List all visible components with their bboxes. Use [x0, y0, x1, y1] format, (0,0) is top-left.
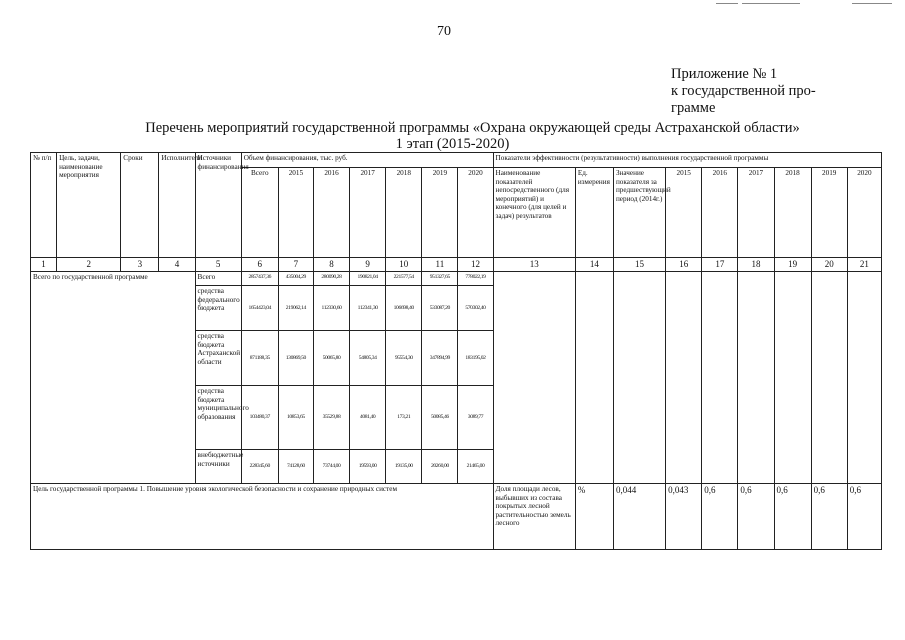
funding-value: 570302,40 [458, 286, 493, 331]
year-cell-empty [811, 272, 847, 484]
header-row-1 [31, 153, 882, 168]
funding-value: 183195,02 [458, 331, 493, 386]
header-indicators: Показатели эффективности (результативности) выполнения государственной программы [493, 153, 881, 168]
header-sources: Источники финансирования [195, 153, 241, 258]
header-executors: Исполнители [159, 153, 195, 258]
column-number: 14 [575, 258, 613, 272]
funding-value: 173,21 [386, 386, 422, 450]
year-cell-empty [774, 272, 811, 484]
column-number: 5 [195, 258, 241, 272]
goal-base-value: 0,044 [613, 484, 665, 550]
header-ind-year: 2016 [702, 168, 738, 258]
year-cell-empty [738, 272, 774, 484]
header-indicator-name: Наименование показателей непосредственного (для мероприятий) и конечного (для целей и задач) результатов [493, 168, 575, 258]
column-number: 16 [666, 258, 702, 272]
column-number: 7 [278, 258, 313, 272]
goal-unit: % [575, 484, 613, 550]
column-number: 21 [847, 258, 881, 272]
column-number: 20 [811, 258, 847, 272]
column-number: 8 [313, 258, 349, 272]
funding-row-total [31, 272, 882, 286]
column-number: 6 [241, 258, 278, 272]
funding-value: 74128,60 [278, 450, 313, 484]
document-subtitle: 1 этап (2015-2020) [395, 136, 510, 152]
funding-value: 4081,40 [350, 386, 386, 450]
base-cell-empty [613, 272, 665, 484]
measures-table [30, 152, 882, 550]
column-number: 3 [121, 258, 159, 272]
funding-value: 435004,29 [278, 272, 313, 286]
goal-year-value: 0,6 [847, 484, 881, 550]
unit-cell-empty [575, 272, 613, 484]
column-number: 4 [159, 258, 195, 272]
funding-value: 50085,46 [422, 386, 458, 450]
funding-value: 35529,88 [313, 386, 349, 450]
indicator-cell-empty [493, 272, 575, 484]
header-ind-year: 2017 [738, 168, 774, 258]
funding-value: 3089,77 [458, 386, 493, 450]
goal-year-value: 0,6 [774, 484, 811, 550]
funding-value: 21465,00 [458, 450, 493, 484]
column-number: 19 [774, 258, 811, 272]
funding-value: 219062,14 [278, 286, 313, 331]
header-fin-year: 2015 [278, 168, 313, 258]
top-edge-mark [852, 3, 892, 4]
year-cell-empty [847, 272, 881, 484]
funding-value: 50065,80 [313, 331, 349, 386]
header-ind-year: 2020 [847, 168, 881, 258]
header-goal: Цель, задачи, наименование мероприятия [57, 153, 121, 258]
funding-value: 95554,30 [386, 331, 422, 386]
header-terms: Сроки [121, 153, 159, 258]
header-ind-year: 2019 [811, 168, 847, 258]
funding-value: 103480,37 [241, 386, 278, 450]
header-fin-year: 2019 [422, 168, 458, 258]
column-number: 9 [350, 258, 386, 272]
column-number: 2 [57, 258, 121, 272]
page-number: 70 [437, 24, 451, 39]
appendix-note [671, 66, 851, 117]
header-fin-year: 2020 [458, 168, 493, 258]
column-number: 11 [422, 258, 458, 272]
funding-value: 221577,54 [386, 272, 422, 286]
goal-year-value: 0,6 [738, 484, 774, 550]
goal-year-value: 0,6 [702, 484, 738, 550]
top-edge-mark [716, 3, 738, 4]
funding-value: 347894,99 [422, 331, 458, 386]
column-number: 18 [738, 258, 774, 272]
column-number: 10 [386, 258, 422, 272]
appendix-line-1: Приложение № 1 [671, 66, 778, 82]
funding-source: внебюджетные источники [195, 450, 241, 484]
funding-source: Всего [195, 272, 241, 286]
funding-value: 106698,40 [386, 286, 422, 331]
year-cell-empty [666, 272, 702, 484]
funding-value: 2857437,36 [241, 272, 278, 286]
funding-value: 190821,04 [350, 272, 386, 286]
funding-value: 10853,65 [278, 386, 313, 450]
header-ind-year: 2015 [666, 168, 702, 258]
header-unit: Ед. измерения [575, 168, 613, 258]
funding-value: 20260,00 [422, 450, 458, 484]
year-cell-empty [702, 272, 738, 484]
header-ind-year: 2018 [774, 168, 811, 258]
header-no: № п/п [31, 153, 57, 258]
total-program-label: Всего по государственной программе [31, 272, 196, 484]
column-number: 13 [493, 258, 575, 272]
column-number: 12 [458, 258, 493, 272]
column-number-row [31, 258, 882, 272]
funding-value: 19593,00 [350, 450, 386, 484]
funding-value: 533087,20 [422, 286, 458, 331]
header-financing: Объем финансирования, тыс. руб. [241, 153, 493, 168]
goal-indicator: Доля площади лесов, выбывших из состава покрытых лесной растительностью земель лесного [493, 484, 575, 550]
appendix-line-2: к государственной про- [671, 83, 816, 99]
funding-value: 112341,30 [350, 286, 386, 331]
header-fin-year: 2018 [386, 168, 422, 258]
funding-source: средства бюджета муниципального образования [195, 386, 241, 450]
funding-value: 112330,60 [313, 286, 349, 331]
funding-value: 130869,50 [278, 331, 313, 386]
header-fin-year: 2016 [313, 168, 349, 258]
funding-source: средства бюджета Астраханской области [195, 331, 241, 386]
funding-value: 280090,28 [313, 272, 349, 286]
funding-source: средства федерального бюджета [195, 286, 241, 331]
program-goal: Цель государственной программы 1. Повышение уровня экологической безопасности и сохранение природных систем [31, 484, 494, 550]
funding-value: 778022,19 [458, 272, 493, 286]
header-total: Всего [241, 168, 278, 258]
goal-year-value: 0,6 [811, 484, 847, 550]
funding-value: 228345,60 [241, 450, 278, 484]
document-title: Перечень мероприятий государственной программы «Охрана окружающей среды Астраханской области» [145, 120, 800, 136]
header-base-value: Значение показателя за предшествующий период (2014г.) [613, 168, 665, 258]
goal-row [31, 484, 882, 550]
funding-value: 871188,35 [241, 331, 278, 386]
column-number: 1 [31, 258, 57, 272]
top-edge-mark [742, 3, 800, 4]
funding-value: 73744,00 [313, 450, 349, 484]
funding-value: 19135,00 [386, 450, 422, 484]
goal-year-value: 0,043 [666, 484, 702, 550]
column-number: 15 [613, 258, 665, 272]
funding-value: 54805,34 [350, 331, 386, 386]
appendix-line-3: грамме [671, 100, 716, 116]
funding-value: 951327,65 [422, 272, 458, 286]
funding-value: 1654423,04 [241, 286, 278, 331]
header-fin-year: 2017 [350, 168, 386, 258]
column-number: 17 [702, 258, 738, 272]
